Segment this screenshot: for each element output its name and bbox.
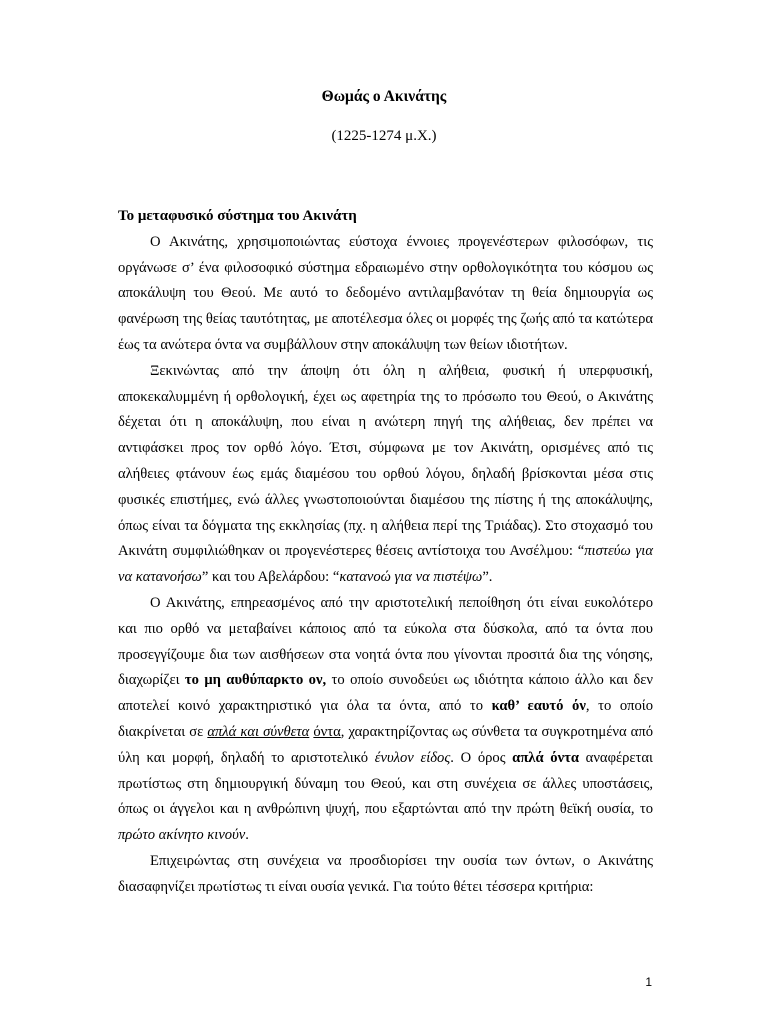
lifespan-dates: (1225-1274 μ.Χ.) [331,128,437,144]
document-title: Θωμάς ο Ακινάτης [321,88,447,105]
term-simple-beings: απλά όντα [512,749,579,766]
section-heading: Το μεταφυσικό σύστημα του Ακινάτη [118,208,357,224]
paragraph-3 [118,591,653,849]
paragraph-2-mid: ” και του Αβελάρδου: “ [201,569,340,586]
anselm-quote: πιστεύω για να κατανοήσω [118,543,654,586]
paragraph-3-part-d: , χαρακτηρίζοντας ως σύνθετα τα συγκροτημένα από ύλη και μορφή, δηλαδή το αριστοτελικό [118,723,653,766]
term-unmoved-mover: πρώτο ακίνητο κινούν [118,827,246,844]
paragraph-3-part-c: , το οποίο διακρίνεται σε [118,698,654,740]
paragraph-3-part-b: το οποίο συνοδεύει ως ιδιότητα κάποιο άλλο και δεν αποτελεί κοινό χαρακτηριστικό για όλα τα όντα, από το [118,672,654,715]
paragraph-2 [118,359,653,591]
paragraph-3-part-a: Ο Ακινάτης, επηρεασμένος από την αριστοτελική πεποίθηση ότι είναι ευκολότερο και πιο ορθό να μεταβαίνει κάποιος από τα εύκολα στα δύσκολα, από τα όντα που προσεγγίζουμε δια των αισθήσεων στα νοητά όντα που γίνονται προσιτά δια της νόησης, διαχωρίζει [118,594,653,689]
term-beings: όντα [313,723,341,740]
paragraph-4: Επιχειρώντας στη συνέχεια να προσδιορίσει την ουσία των όντων, ο Ακινάτης διασαφηνίζει πρωτίστως τι είναι ουσία γενικά. Για τούτο θέτει τέσσερα κριτήρια: [118,852,653,895]
paragraph-2-end: ”. [482,569,493,586]
paragraph-3-part-g: . [245,827,249,844]
term-enylon-eidos: ένυλον είδος [374,749,451,766]
paragraph-2-text: Ξεκινώντας από την άποψη ότι όλη η αλήθεια, φυσική ή υπερφυσική, αποκεκαλυμμένη ή ορθολογική, έχει ως αφετηρία της το πρόσωπο του Θεού, ο Ακινάτης δέχεται ότι η αποκάλυψη, που είναι η ανώτερη πηγή της αλήθειας, δεν πρέπει να αντιφάσκει προς τον ορθό λόγο. Έτσι, σύμφωνα με τον Ακινάτη, ορισμένες από τις αλήθειες φτάνουν έως εμάς διαμέσου του ορθού λόγου, δηλαδή βρίσκονται μέσα στις φυσικές επιστήμες, ενώ άλλες γνωστοποιούνται διαμέσου της πίστης ή της αποκάλυψης, όπως είναι τα δόγματα της εκκλησίας (πχ. η αλήθεια περί της Τριάδας). Στο στοχασμό του Ακινάτη συμφιλιώθηκαν οι προγενέστερες θέσεις αντίστοιχα του Ανσέλμου: “ [118,362,653,560]
abelard-quote: κατανοώ για να πιστέψω [339,569,483,586]
document-body [118,204,653,901]
term-simple-and-composite [207,724,309,740]
paragraph-3-part-e: . Ο όρος [450,749,513,766]
paragraph-1: Ο Ακινάτης, χρησιμοποιώντας εύστοχα έννοιες προγενέστερων φιλοσόφων, τις οργάνωσε σ’ ένα φιλοσοφικό σύστημα εδραιωμένο στην ορθολογικότητα του κόσμου ως αποκάλυψη του Θεού. Με αυτό το δεδομένο αντιλαμβανόταν τη θεία δημιουργία ως φανέρωση της θείας ταυτότητας, με αποτέλεσμα όλες οι μορφές της ζωής από τα κατώτερα έως τα ανώτερα όντα να συμβάλλουν στην αποκάλυψη των θείων ιδιοτήτων. [118,233,653,353]
page-number: 1 [645,975,652,989]
term-non-self-existent: το μη αυθύπαρκτο ον, [184,672,327,689]
term-simple-and-composite-text: απλά και σύνθετα [207,723,310,740]
term-being-in-itself: καθ’ εαυτό όν [491,698,586,715]
paragraph-3-part-f: αναφέρεται πρωτίστως στη δημιουργική δύναμη του Θεού, και στη συνέχεια σε άλλες υποστάσεις, όπως οι άγγελοι και η ανθρώπινη ψυχή, που εξαρτώνται από την πρώτη θεϊκή ουσία, το [118,749,653,818]
